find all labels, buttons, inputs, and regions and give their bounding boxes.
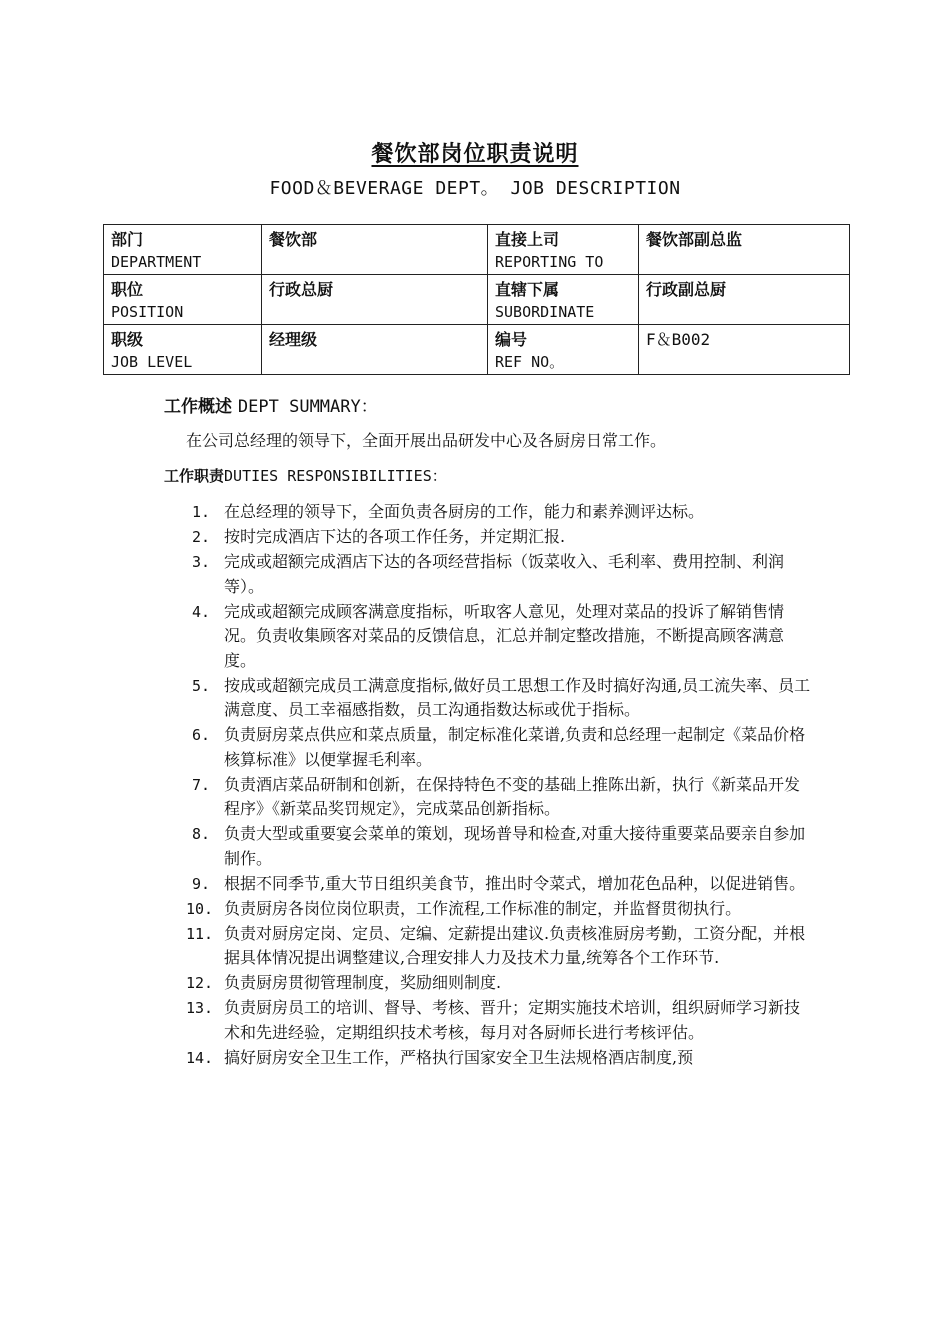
ref-no-value-cell [639,325,850,375]
list-item [0,922,814,971]
subordinate-label-cn: 直辖下属 [495,280,560,299]
job-level-label-cn: 职级 [111,330,144,349]
list-item [0,1046,814,1071]
summary-text: 在公司总经理的领导下，全面开展出品研发中心及各厨房日常工作。 [186,431,667,450]
summary-heading [164,392,378,417]
list-item-text: 负责厨房菜点供应和菜点质量，制定标准化菜谱,负责和总经理一起制定《菜品价格核算标准》以便掌握毛利率。 [224,725,806,769]
list-item [0,600,814,674]
subordinate-label-en: SUBORDINATE [495,303,595,321]
list-item [0,674,814,723]
duties-list [0,500,950,1071]
summary-heading-cn: 工作概述 [164,397,232,417]
list-item-text: 按成或超额完成员工满意度指标,做好员工思想工作及时搞好沟通,员工流失率、员工满意度、员工幸福感指数，员工沟通指数达标或优于指标。 [224,675,811,719]
ref-no-label-en: REF NO。 [495,353,565,371]
job-level-value: 经理级 [269,330,318,349]
list-item-text: 完成或超额完成酒店下达的各项经营指标（饭菜收入、毛利率、费用控制、利润等）。 [224,552,785,596]
list-item-number: 5. [192,676,211,695]
list-item [0,500,814,525]
department-label-en: DEPARTMENT [111,253,202,271]
subordinate-label-cell [488,275,639,325]
job-info-table [103,224,850,375]
list-item [0,996,814,1045]
list-item-number: 14. [186,1048,214,1067]
department-value-cell [262,225,488,275]
duties-heading-en: DUTIES RESPONSIBILITIES： [224,467,447,485]
position-value: 行政总厨 [269,280,334,299]
ref-no-label-cell [488,325,639,375]
list-item-number: 3. [192,553,211,571]
job-level-label-en: JOB LEVEL [111,353,193,371]
position-value-cell [262,275,488,325]
list-item [0,773,814,822]
ref-no-value: F＆B002 [646,330,711,349]
table-row [104,225,850,275]
summary-heading-en: DEPT SUMMARY： [237,397,378,417]
job-level-label-cell [104,325,262,375]
reporting-to-value: 餐饮部副总监 [646,230,743,249]
list-item-text: 按时完成酒店下达的各项工作任务，并定期汇报. [224,527,566,546]
list-item-number: 2. [192,528,211,546]
document-subtitle: FOOD＆BEVERAGE DEPT。 JOB DESCRIPTION [269,178,681,199]
department-value: 餐饮部 [269,230,318,249]
position-label-cell [104,275,262,325]
list-item-text: 负责厨房各岗位岗位职责，工作流程,工作标准的制定，并监督贯彻执行。 [224,898,742,918]
duties-heading [164,465,447,486]
list-item [0,971,814,996]
list-item-number: 6. [192,726,211,744]
reporting-to-label-cell [488,225,639,275]
position-label-en: POSITION [111,303,184,321]
list-item [0,525,814,550]
job-level-value-cell [262,325,488,375]
list-item-number: 12. [186,974,214,992]
list-item [0,822,814,871]
list-item-number: 1. [192,503,211,521]
subordinate-value: 行政副总厨 [646,280,727,299]
list-item-number: 9. [192,874,211,893]
reporting-to-label-en: REPORTING TO [495,253,604,271]
list-item [0,723,814,772]
reporting-to-value-cell [639,225,850,275]
department-label-cell [104,225,262,275]
list-item-text: 完成或超额完成顾客满意度指标，听取客人意见，处理对菜品的投诉了解销售情况。负责收集顾客对菜品的反馈信息，汇总并制定整改措施，不断提高顾客满意度。 [224,601,785,670]
list-item-number: 4. [192,602,211,621]
list-item-number: 13. [186,999,214,1017]
table-row [104,275,850,325]
reporting-to-label-cn: 直接上司 [495,230,560,249]
list-item-text: 根据不同季节,重大节日组织美食节，推出时令菜式，增加花色品种，以促进销售。 [224,873,806,893]
ref-no-label-cn: 编号 [495,330,528,349]
list-item [0,897,814,922]
subordinate-value-cell [639,275,850,325]
list-item-number: 7. [192,775,211,794]
list-item-text: 负责大型或重要宴会菜单的策划，现场普导和检查,对重大接待重要菜品要亲自参加制作。 [224,824,806,868]
list-item-text: 负责厨房员工的培训、督导、考核、晋升；定期实施技术培训，组织厨师学习新技术和先进经验，定期组织技术考核，每月对各厨师长进行考核评估。 [224,998,801,1042]
list-item-text: 负责酒店菜品研制和创新，在保持特色不变的基础上推陈出新，执行《新菜品开发程序》《新菜品奖罚规定》，完成菜品创新指标。 [224,774,801,818]
list-item-text: 负责对厨房定岗、定员、定编、定薪提出建议.负责核准厨房考勤，工资分配，并根据具体情况提出调整建议,合理安排人力及技术力量,统筹各个工作环节. [224,923,806,967]
list-item [0,550,814,599]
list-item-text: 搞好厨房安全卫生工作，严格执行国家安全卫生法规格酒店制度,预 [224,1047,694,1067]
position-label-cn: 职位 [111,280,144,299]
list-item-number: 10. [186,899,214,918]
table-row [104,325,850,375]
list-item-number: 8. [192,825,211,843]
list-item-number: 11. [186,924,214,943]
list-item-text: 负责厨房贯彻管理制度，奖励细则制度. [224,973,502,992]
department-label-cn: 部门 [111,230,144,249]
list-item-text: 在总经理的领导下，全面负责各厨房的工作，能力和素养测评达标。 [224,502,705,521]
duties-heading-cn: 工作职责 [164,467,225,485]
document-title: 餐饮部岗位职责说明 [371,141,579,167]
list-item [0,872,814,897]
